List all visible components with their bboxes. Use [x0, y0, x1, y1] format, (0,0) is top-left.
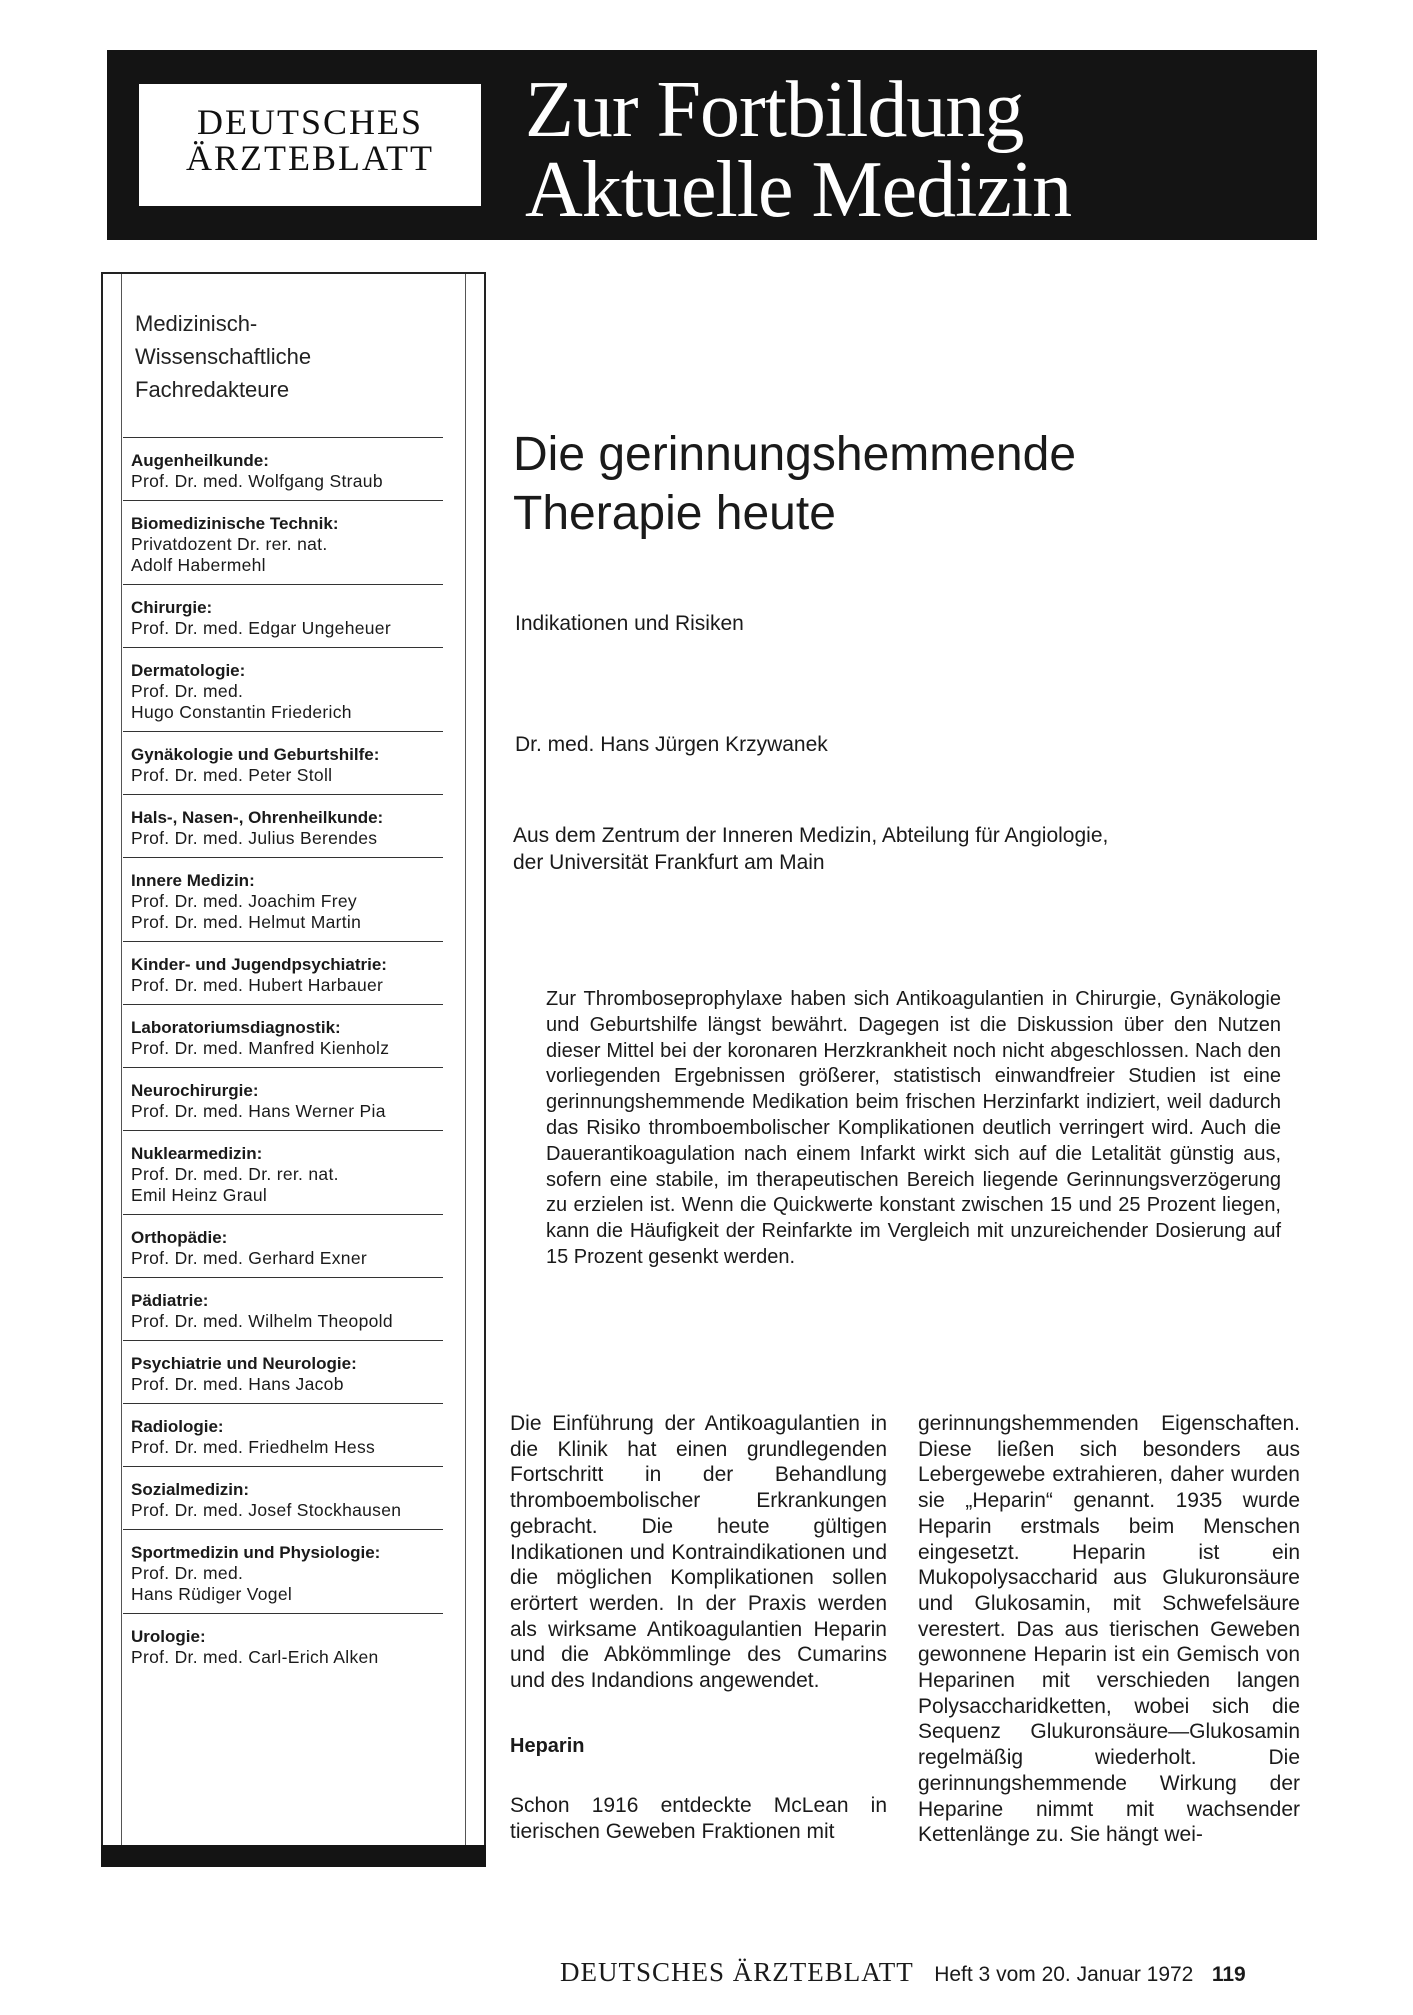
- editor-specialty: Neurochirurgie:: [131, 1081, 259, 1100]
- article-subtitle: Indikationen und Risiken: [515, 612, 744, 635]
- editor-entry: [123, 731, 443, 794]
- section-title: [525, 66, 1072, 234]
- editor-entry: [123, 1340, 443, 1403]
- editor-specialty: Hals-, Nasen-, Ohrenheilkunde:: [131, 808, 384, 827]
- editor-name: Prof. Dr. med. Hans Werner Pia: [131, 1101, 386, 1121]
- sidebar-heading-line: Medizinisch-: [135, 311, 258, 336]
- editor-entry: [123, 437, 443, 500]
- page-footer: [560, 1957, 1246, 1988]
- article-title: [513, 425, 1076, 543]
- footer-journal-name: DEUTSCHES ÄRZTEBLATT: [560, 1957, 914, 1987]
- editor-specialty: Biomedizinische Technik:: [131, 514, 339, 533]
- editor-entry: [123, 941, 443, 1004]
- editor-name: Prof. Dr. med. Helmut Martin: [131, 912, 362, 932]
- editor-name: Hans Rüdiger Vogel: [131, 1584, 293, 1604]
- editor-name: Hugo Constantin Friederich: [131, 702, 352, 722]
- editor-specialty: Laboratoriumsdiagnostik:: [131, 1018, 341, 1037]
- editor-entry: [123, 794, 443, 857]
- masthead-banner: [107, 50, 1317, 240]
- body-column-2: [918, 1411, 1300, 1848]
- editor-specialty: Dermatologie:: [131, 661, 246, 680]
- editor-entry: [123, 500, 443, 584]
- editor-name: Prof. Dr. med. Gerhard Exner: [131, 1248, 367, 1268]
- editor-specialty: Pädiatrie:: [131, 1291, 209, 1310]
- body-paragraph: Die Einführung der Antikoagulantien in die Klinik hat einen grundlegenden Fortschritt in der Behandlung thromboembolischer Erkrankungen gebracht. Die heute gültigen Indikationen und Kontraindikationen und die möglichen Komplikationen sollen erörtert werden. In der Praxis werden als wirksame Antikoagulantien Heparin und die Abkömmlinge des Cumarins und des Indandions angewendet.: [510, 1412, 887, 1693]
- editor-specialty: Innere Medizin:: [131, 871, 255, 890]
- section-title-line-1: Zur Fortbildung: [525, 66, 1024, 154]
- sidebar-heading-line: Fachredakteure: [135, 377, 290, 402]
- editor-specialty: Chirurgie:: [131, 598, 213, 617]
- editor-specialty: Orthopädie:: [131, 1228, 228, 1247]
- editor-name: Prof. Dr. med. Julius Berendes: [131, 828, 378, 848]
- editor-name: Adolf Habermehl: [131, 555, 266, 575]
- article-title-line-2: Therapie heute: [513, 487, 836, 540]
- editor-entry: [123, 1214, 443, 1277]
- editor-specialty: Kinder- und Jugendpsychiatrie:: [131, 955, 387, 974]
- author-affiliation: [513, 822, 1108, 876]
- editor-entry: [123, 1277, 443, 1340]
- section-title-line-2: Aktuelle Medizin: [525, 146, 1072, 234]
- editor-entry: [123, 1466, 443, 1529]
- editor-name: Prof. Dr. med. Carl-Erich Alken: [131, 1647, 379, 1667]
- article-title-line-1: Die gerinnungshemmende: [513, 428, 1077, 481]
- editor-specialty: Augenheilkunde:: [131, 451, 269, 470]
- article-author: Dr. med. Hans Jürgen Krzywanek: [515, 733, 828, 756]
- editor-specialty: Psychiatrie und Neurologie:: [131, 1354, 357, 1373]
- body-paragraph: Schon 1916 entdeckte McLean in tierischen Geweben Fraktionen mit: [510, 1794, 887, 1844]
- editor-entry: [123, 647, 443, 731]
- editors-sidebar: [101, 272, 486, 1867]
- editor-entry: [123, 1529, 443, 1613]
- article-abstract: Zur Thromboseprophylaxe haben sich Antikoagulantien in Chirurgie, Gynäkologie und Geburtshilfe längst bewährt. Dagegen ist die Diskussion über den Nutzen dieser Mittel bei der koronaren Herzkrankheit noch nicht abgeschlossen. Nach den vorliegenden Ergebnissen größerer, statistisch einwandfreier Studien ist eine gerinnungshemmende Medikation beim frischen Herzinfarkt indiziert, weil dadurch das Risiko thromboembolischer Komplikationen deutlich verringert wird. Auch die Dauerantikoagulation nach einem Infarkt wirkt sich auf die Letalität günstig aus, sofern eine stabile, im therapeutischen Bereich liegende Gerinnungsverzögerung zu erzielen ist. Wenn die Quickwerte konstant zwischen 15 und 25 Prozent liegen, kann die Häufigkeit der Reinfarkte im Vergleich mit unzureichender Dosierung auf 15 Prozent gesenkt werden.: [546, 988, 1281, 1268]
- editor-name: Prof. Dr. med. Manfred Kienholz: [131, 1038, 390, 1058]
- editor-name: Emil Heinz Graul: [131, 1185, 268, 1205]
- editor-entry: [123, 1403, 443, 1466]
- editor-list: [123, 437, 443, 1676]
- editor-name: Prof. Dr. med. Josef Stockhausen: [131, 1500, 402, 1520]
- editor-name: Prof. Dr. med. Wolfgang Straub: [131, 471, 383, 491]
- editor-specialty: Sozialmedizin:: [131, 1480, 250, 1499]
- editor-entry: [123, 857, 443, 941]
- editor-entry: [123, 1613, 443, 1676]
- journal-logo: [139, 84, 481, 206]
- editor-name: Prof. Dr. med. Wilhelm Theopold: [131, 1311, 393, 1331]
- editor-specialty: Sportmedizin und Physiologie:: [131, 1543, 381, 1562]
- editor-name: Prof. Dr. med. Hubert Harbauer: [131, 975, 384, 995]
- editor-entry: [123, 584, 443, 647]
- editor-specialty: Urologie:: [131, 1627, 206, 1646]
- editor-name: Prof. Dr. med. Dr. rer. nat.: [131, 1164, 339, 1184]
- logo-line-1: DEUTSCHES: [196, 102, 424, 142]
- editor-entry: [123, 1130, 443, 1214]
- body-paragraph: gerinnungshemmenden Eigenschaften. Diese ließen sich besonders aus Lebergewebe extrahieren, daher wurden sie „Heparin“ genannt. 1935 wurde Heparin erstmals beim Menschen eingesetzt. Heparin ist ein Mukopolysaccharid aus Glukuronsäure und Glukosamin, mit Schwefelsäure verestert. Das aus tierischen Geweben gewonnene Heparin ist ein Gemisch von Heparinen mit verschieden langen Polysaccharidketten, wobei sich die Sequenz Glukuronsäure—Glukosamin regelmäßig wiederholt. Die gerinnungshemmende Wirkung der Heparine nimmt mit wachsender Kettenlänge zu. Sie hängt wei-: [918, 1412, 1300, 1847]
- logo-line-2: ÄRZTEBLATT: [186, 138, 434, 178]
- editor-name: Prof. Dr. med. Peter Stoll: [131, 765, 333, 785]
- editor-name: Prof. Dr. med. Hans Jacob: [131, 1374, 344, 1394]
- sidebar-heading: [135, 307, 311, 406]
- editor-name: Prof. Dr. med.: [131, 681, 244, 701]
- page-number: 119: [1211, 1963, 1246, 1986]
- editor-specialty: Nuklearmedizin:: [131, 1144, 263, 1163]
- editor-specialty: Radiologie:: [131, 1417, 224, 1436]
- affiliation-line-1: Aus dem Zentrum der Inneren Medizin, Abteilung für Angiologie,: [513, 824, 1109, 847]
- editor-name: Prof. Dr. med. Joachim Frey: [131, 891, 357, 911]
- editor-name: Prof. Dr. med. Edgar Ungeheuer: [131, 618, 391, 638]
- section-heading-heparin: Heparin: [510, 1734, 585, 1757]
- editor-name: Prof. Dr. med. Friedhelm Hess: [131, 1437, 376, 1457]
- editor-entry: [123, 1067, 443, 1130]
- sidebar-bottom-bar: [101, 1845, 486, 1867]
- editor-name: Privatdozent Dr. rer. nat.: [131, 534, 328, 554]
- affiliation-line-2: der Universität Frankfurt am Main: [513, 851, 825, 874]
- editor-entry: [123, 1004, 443, 1067]
- sidebar-heading-line: Wissenschaftliche: [135, 344, 312, 369]
- body-column-1: [510, 1411, 887, 1845]
- editor-specialty: Gynäkologie und Geburtshilfe:: [131, 745, 380, 764]
- editor-name: Prof. Dr. med.: [131, 1563, 244, 1583]
- footer-issue: Heft 3 vom 20. Januar 1972: [934, 1963, 1194, 1986]
